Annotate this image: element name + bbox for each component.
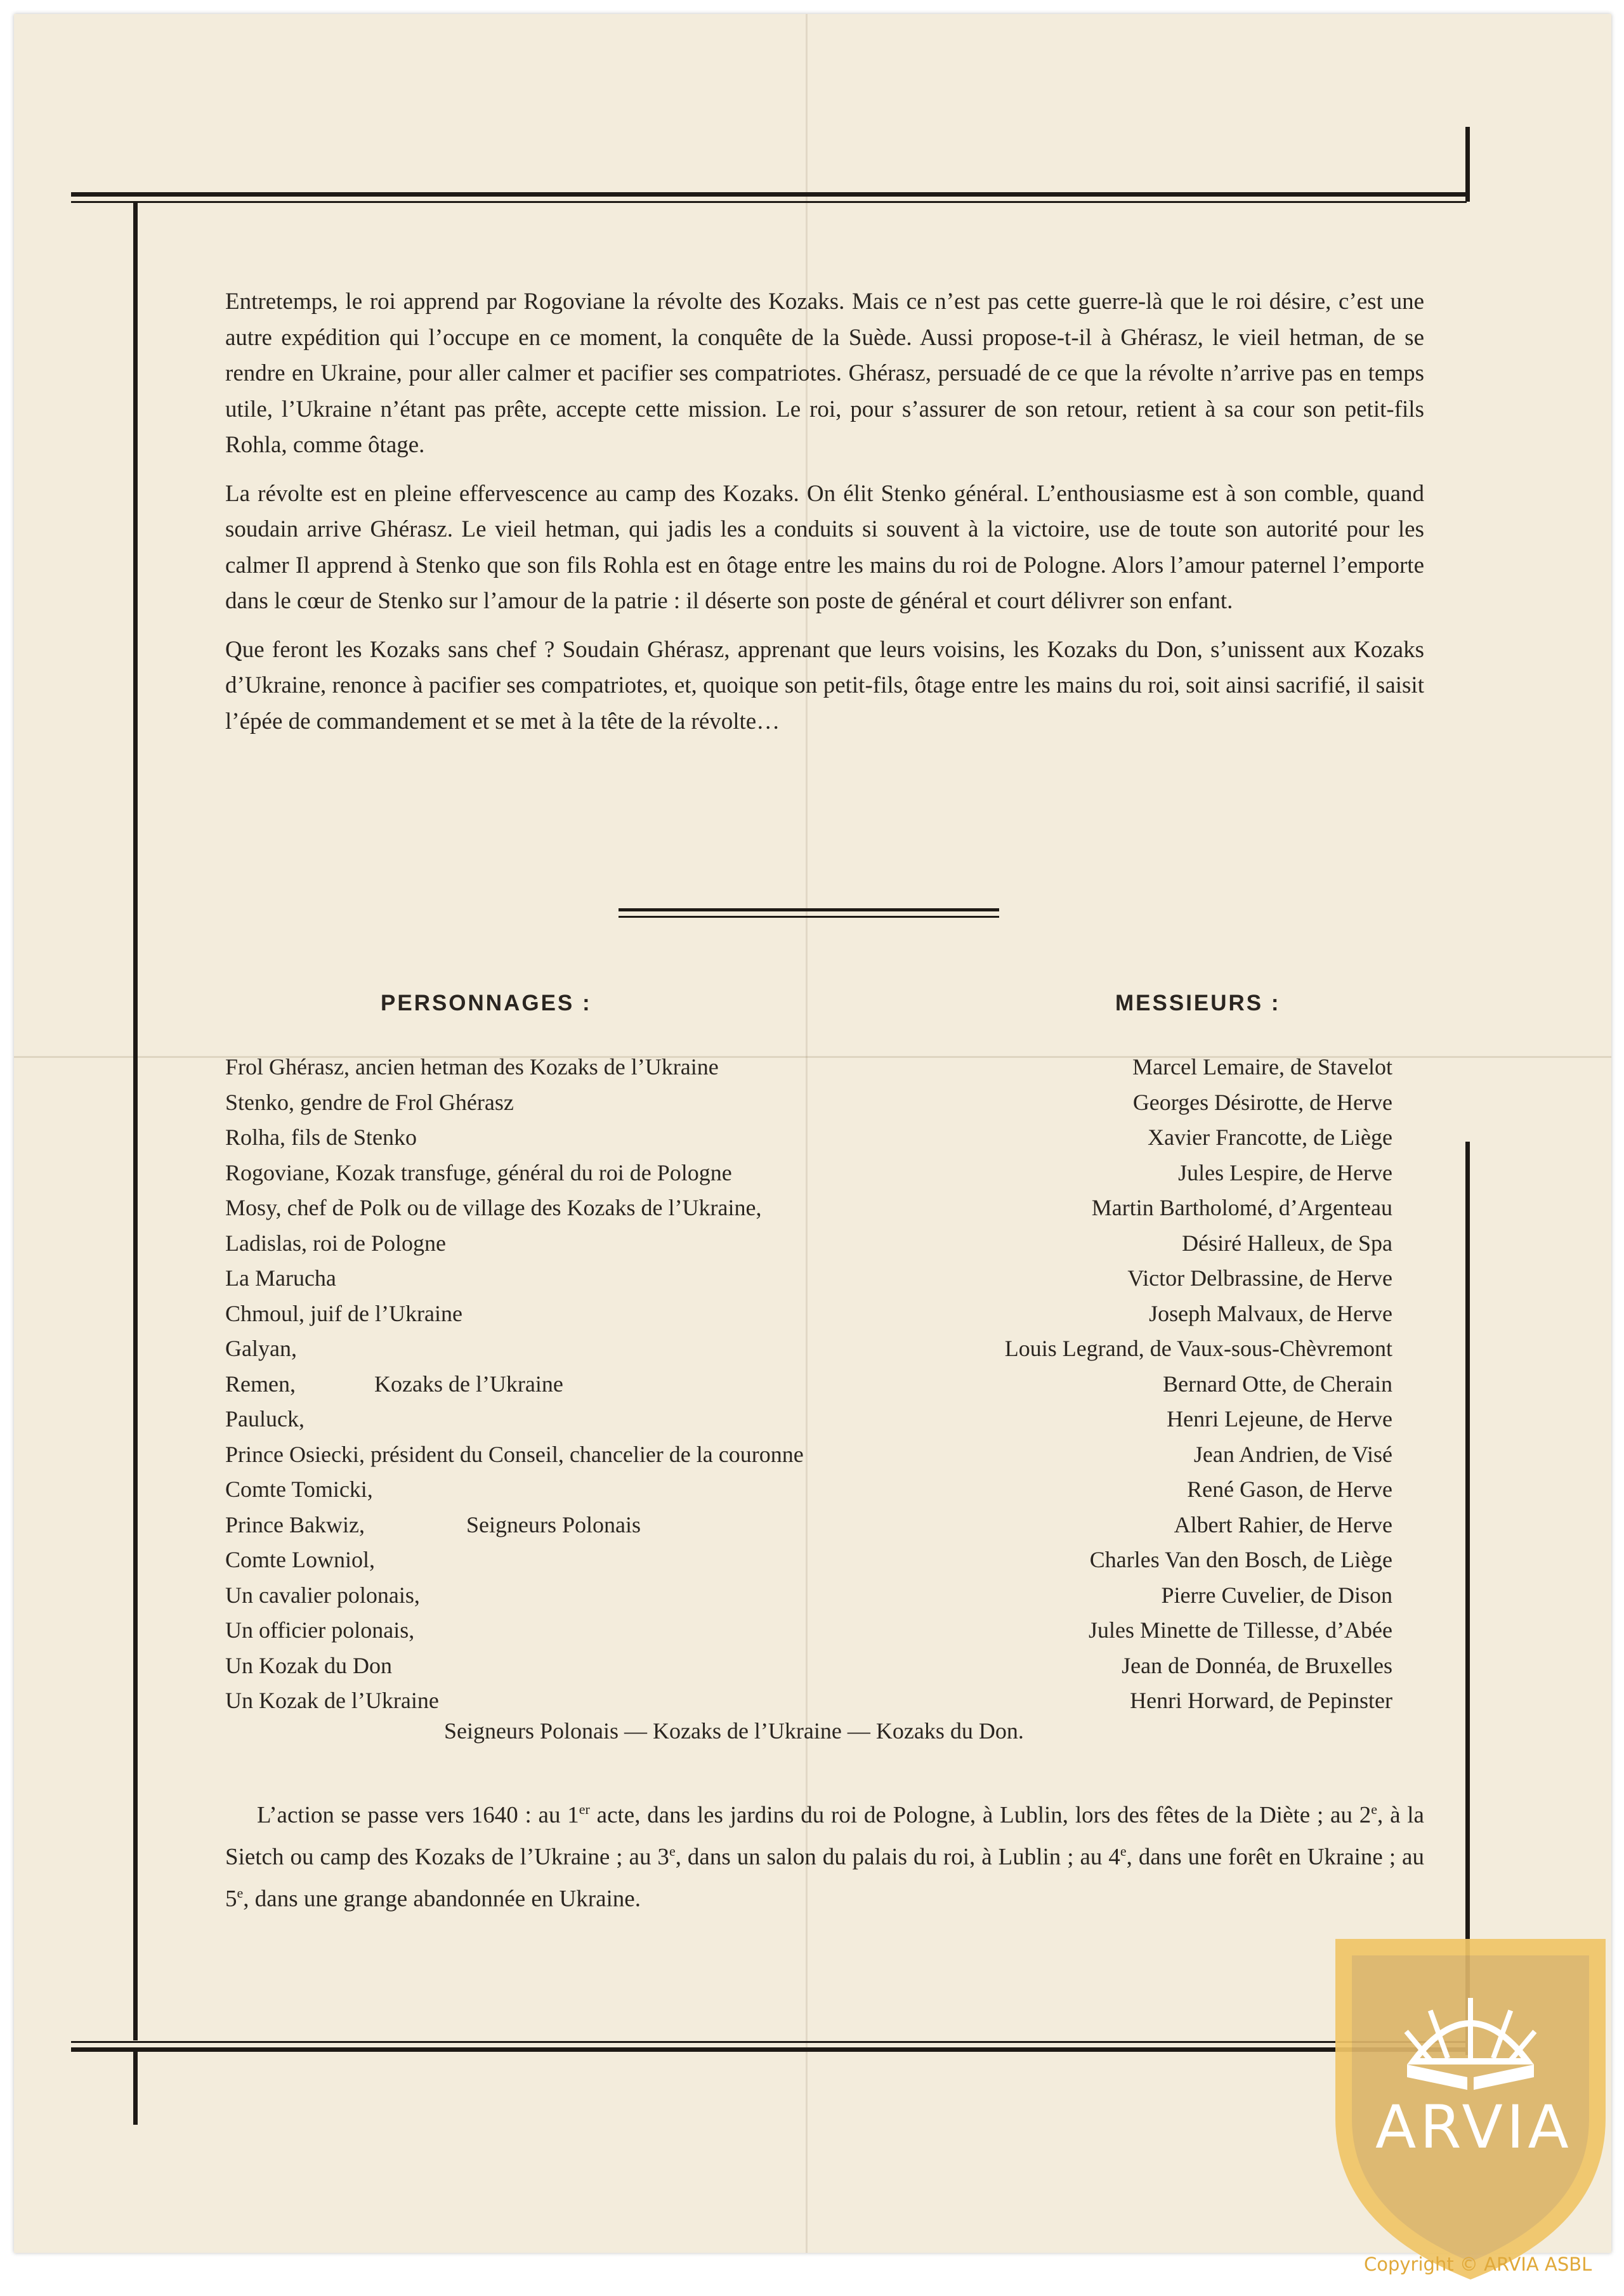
actor-name: Henri Horward, de Pepinster [1130, 1688, 1392, 1713]
cast-row [225, 1613, 1392, 1648]
character-name: Comte Tomicki, [225, 1477, 373, 1502]
actor-name: René Gason, de Herve [1187, 1477, 1392, 1502]
actor-name: Jean Andrien, de Visé [1193, 1441, 1392, 1467]
actor-name: Martin Bartholomé, d’Argenteau [1091, 1195, 1392, 1220]
synopsis-paragraph: Entretemps, le roi apprend par Rogoviane la révolte des Kozaks. Mais ce n’est pas cette guerre-là que le roi désire, c’est une autre expédition qui l’occupe en ce moment, la conquête de la Suède. Aussi propose-t-il à Ghérasz, le vieil hetman, de se rendre en Ukraine, pour aller calmer et pacifier ses compatriotes. Ghérasz, persuadé de ce que la révolte n’arrive pas en temps utile, l’Ukraine n’étant pas prête, accepte cette mission. Le roi, pour s’assurer de son retour, retient à sa cour son petit-fils Rohla, comme ôtage. [225, 289, 1424, 458]
character-name: Pauluck, [225, 1406, 304, 1432]
characters-heading: PERSONNAGES : [381, 991, 592, 1015]
setting-text: , à la Sietch ou camp des Kozaks de l’Ukraine ; au 3 [225, 1802, 1424, 1870]
actors-heading: MESSIEURS : [1115, 991, 1281, 1015]
section-divider-thin [619, 916, 999, 918]
setting-text: , dans une grange abandonnée en Ukraine. [243, 1885, 641, 1912]
ordinal-superscript: e [669, 1843, 676, 1859]
character-name: La Marucha [225, 1265, 336, 1291]
section-divider [619, 908, 999, 911]
top-right-border-post [1465, 127, 1470, 202]
character-name: Prince Bakwiz, [225, 1511, 365, 1537]
cast-list [225, 1050, 1392, 1719]
cast-row [225, 1085, 1392, 1121]
cast-row [225, 1578, 1392, 1614]
character-name: Stenko, gendre de Frol Ghérasz [225, 1089, 514, 1115]
setting-text: , dans un salon du palais du roi, à Lublin ; au 4 [675, 1844, 1120, 1870]
cast-row [225, 1261, 1392, 1296]
cast-row [225, 1402, 1392, 1437]
cast-row [225, 1472, 1392, 1508]
setting-text: L’action se passe vers 1640 : au 1 [257, 1802, 579, 1829]
cast-row [225, 1543, 1392, 1578]
copyright-notice: Copyright © ARVIA ASBL [1364, 2254, 1592, 2275]
actor-name: Henri Lejeune, de Herve [1167, 1406, 1392, 1432]
character-name: Remen, [225, 1371, 296, 1397]
ordinal-superscript: e [1371, 1801, 1378, 1817]
cast-row [225, 1331, 1392, 1367]
character-name: Un Kozak de l’Ukraine [225, 1688, 439, 1713]
character-name: Frol Ghérasz, ancien hetman des Kozaks de l’Ukraine [225, 1054, 719, 1080]
top-border-thin [71, 201, 1467, 203]
cast-row [225, 1190, 1392, 1226]
character-group: Kozaks de l’Ukraine [374, 1371, 563, 1397]
bottom-left-border-post [133, 2049, 138, 2125]
character-name: Un cavalier polonais, [225, 1582, 420, 1608]
cast-row [225, 1226, 1392, 1262]
cast-row [225, 1683, 1392, 1719]
ordinal-superscript: e [237, 1884, 244, 1901]
actor-name: Jules Lespire, de Herve [1178, 1159, 1392, 1185]
chorus-line: Seigneurs Polonais — Kozaks de l’Ukraine — Kozaks du Don. [444, 1718, 1024, 1744]
character-name: Un Kozak du Don [225, 1652, 392, 1678]
actor-name: Désiré Halleux, de Spa [1182, 1230, 1392, 1256]
logo-text: ARVIA [1375, 2093, 1573, 2162]
setting-text: acte, dans les jardins du roi de Pologne, à Lublin, lors des fêtes de la Diète ; au 2 [589, 1802, 1372, 1829]
character-name: Ladislas, roi de Pologne [225, 1230, 446, 1256]
character-name: Rolha, fils de Stenko [225, 1125, 417, 1150]
actor-name: Marcel Lemaire, de Stavelot [1132, 1054, 1392, 1080]
actor-name: Bernard Otte, de Cherain [1163, 1371, 1392, 1397]
synopsis-paragraph: La révolte est en pleine effervescence au camp des Kozaks. On élit Stenko général. L’enthousiasme est à son comble, quand soudain arrive Ghérasz. Le vieil hetman, qui jadis les a conduits si souvent à la victoire, use de toute son autorité pour les calmer Il apprend à Stenko que son fils Rohla est en ôtage entre les mains du roi de Pologne. Alors l’amour paternel l’emporte dans le cœur de Stenko sur l’amour de la patrie : il déserte son poste de général et court délivrer son enfant. [225, 480, 1424, 614]
actor-name: Jules Minette de Tillesse, d’Abée [1089, 1617, 1392, 1643]
setting-text: , dans une forêt en Ukraine ; au 5 [225, 1844, 1424, 1912]
ordinal-superscript: er [579, 1801, 590, 1817]
actor-name: Georges Désirotte, de Herve [1132, 1089, 1392, 1115]
character-name: Prince Osiecki, président du Conseil, chancelier de la couronne [225, 1441, 804, 1467]
setting-paragraph [225, 1792, 1424, 1917]
cast-row [225, 1367, 1392, 1402]
character-name: Comte Lowniol, [225, 1547, 375, 1572]
cast-row [225, 1156, 1392, 1191]
actor-name: Louis Legrand, de Vaux-sous-Chèvremont [1004, 1336, 1392, 1361]
actor-name: Pierre Cuvelier, de Dison [1161, 1582, 1392, 1608]
ordinal-superscript: e [1120, 1843, 1127, 1859]
cast-row [225, 1120, 1392, 1156]
character-name: Mosy, chef de Polk ou de village des Kozaks de l’Ukraine, [225, 1195, 762, 1220]
bottom-border-thick [71, 2047, 1467, 2052]
cast-row [225, 1648, 1392, 1684]
actor-name: Charles Van den Bosch, de Liège [1089, 1547, 1392, 1572]
top-border-thick [71, 192, 1467, 197]
character-group: Seigneurs Polonais [466, 1511, 641, 1537]
actor-name: Victor Delbrassine, de Herve [1127, 1265, 1392, 1291]
right-border [1465, 1142, 1470, 2055]
actor-name: Xavier Francotte, de Liège [1148, 1125, 1392, 1150]
character-name: Rogoviane, Kozak transfuge, général du roi de Pologne [225, 1159, 732, 1185]
character-name: Galyan, [225, 1336, 297, 1361]
cast-row [225, 1437, 1392, 1473]
bottom-border-thin [71, 2041, 1467, 2043]
synopsis-paragraph: Que feront les Kozaks sans chef ? Soudain Ghérasz, apprenant que leurs voisins, les Kozaks du Don, s’unissent aux Kozaks d’Ukraine, renonce à pacifier ses compatriotes, et, quoique son petit-fils, ôtage entre les mains du roi, soit ainsi sacrifié, il saisit l’épée de commandement et se met à la tête de la révolte… [225, 636, 1424, 734]
character-name: Un officier polonais, [225, 1617, 415, 1643]
synopsis [225, 284, 1424, 752]
cast-row [225, 1296, 1392, 1332]
cast-row [225, 1508, 1392, 1543]
actor-name: Albert Rahier, de Herve [1174, 1511, 1392, 1537]
left-border [133, 201, 138, 2040]
character-name: Chmoul, juif de l’Ukraine [225, 1300, 462, 1326]
actor-name: Joseph Malvaux, de Herve [1149, 1300, 1392, 1326]
cast-row [225, 1050, 1392, 1085]
actor-name: Jean de Donnéa, de Bruxelles [1122, 1652, 1392, 1678]
